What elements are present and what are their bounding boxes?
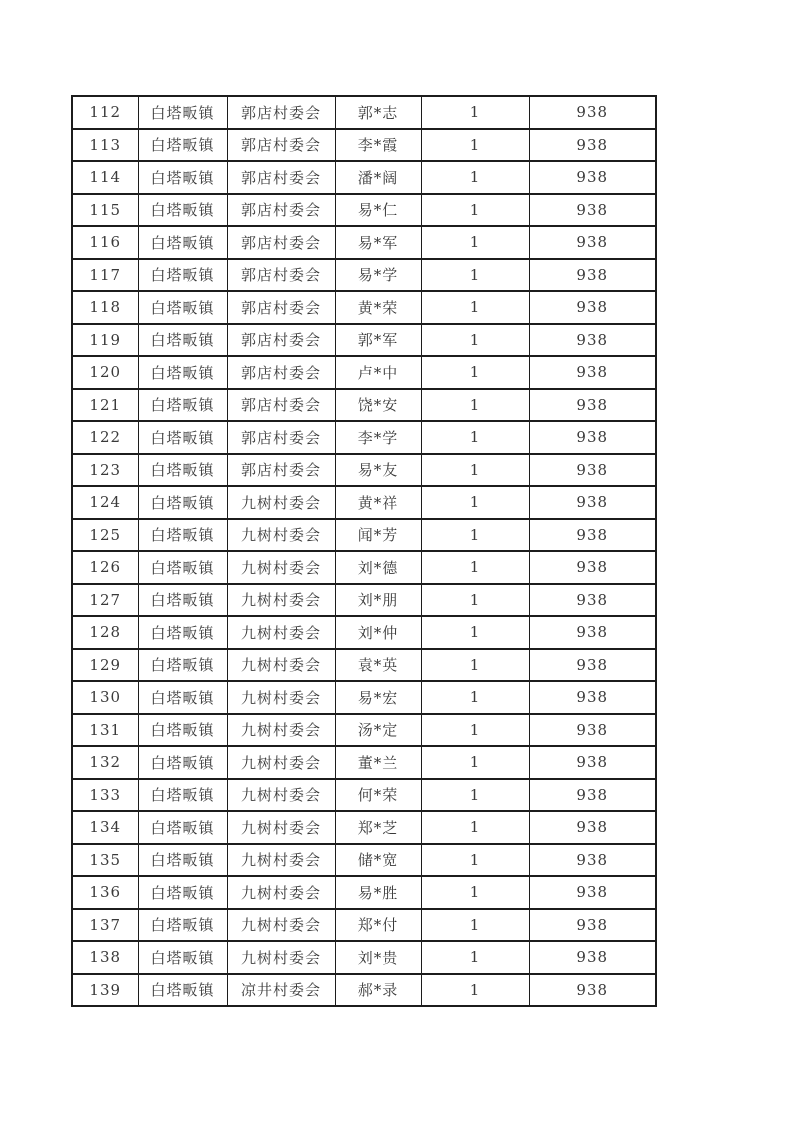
cell-person-name: 易*仁 — [335, 194, 421, 227]
cell-town: 白塔畈镇 — [138, 974, 227, 1007]
cell-count: 1 — [421, 681, 529, 714]
cell-town: 白塔畈镇 — [138, 356, 227, 389]
cell-village-committee: 九树村委会 — [227, 519, 335, 552]
cell-village-committee: 郭店村委会 — [227, 259, 335, 292]
cell-row-number: 137 — [72, 909, 138, 942]
cell-person-name: 郝*录 — [335, 974, 421, 1007]
cell-amount: 938 — [529, 324, 656, 357]
cell-amount: 938 — [529, 161, 656, 194]
cell-town: 白塔畈镇 — [138, 876, 227, 909]
table-row — [72, 389, 656, 422]
cell-row-number: 133 — [72, 779, 138, 812]
cell-row-number: 112 — [72, 96, 138, 129]
table-row — [72, 616, 656, 649]
cell-village-committee: 九树村委会 — [227, 486, 335, 519]
cell-town: 白塔畈镇 — [138, 941, 227, 974]
cell-amount: 938 — [529, 779, 656, 812]
cell-town: 白塔畈镇 — [138, 389, 227, 422]
cell-town: 白塔畈镇 — [138, 161, 227, 194]
cell-count: 1 — [421, 941, 529, 974]
cell-person-name: 郑*付 — [335, 909, 421, 942]
cell-town: 白塔畈镇 — [138, 844, 227, 877]
cell-row-number: 113 — [72, 129, 138, 162]
cell-count: 1 — [421, 486, 529, 519]
cell-person-name: 黄*荣 — [335, 291, 421, 324]
cell-amount: 938 — [529, 941, 656, 974]
cell-count: 1 — [421, 844, 529, 877]
cell-town: 白塔畈镇 — [138, 226, 227, 259]
cell-village-committee: 九树村委会 — [227, 746, 335, 779]
cell-village-committee: 九树村委会 — [227, 876, 335, 909]
cell-row-number: 123 — [72, 454, 138, 487]
cell-person-name: 闻*芳 — [335, 519, 421, 552]
cell-amount: 938 — [529, 844, 656, 877]
cell-amount: 938 — [529, 129, 656, 162]
table-row — [72, 324, 656, 357]
cell-village-committee: 郭店村委会 — [227, 96, 335, 129]
cell-village-committee: 九树村委会 — [227, 941, 335, 974]
cell-village-committee: 郭店村委会 — [227, 291, 335, 324]
cell-town: 白塔畈镇 — [138, 324, 227, 357]
cell-row-number: 129 — [72, 649, 138, 682]
cell-amount: 938 — [529, 356, 656, 389]
table-row — [72, 681, 656, 714]
cell-row-number: 138 — [72, 941, 138, 974]
cell-village-committee: 九树村委会 — [227, 551, 335, 584]
cell-count: 1 — [421, 779, 529, 812]
cell-amount: 938 — [529, 746, 656, 779]
cell-person-name: 刘*贵 — [335, 941, 421, 974]
cell-village-committee: 郭店村委会 — [227, 129, 335, 162]
table-row — [72, 259, 656, 292]
cell-person-name: 董*兰 — [335, 746, 421, 779]
table-row — [72, 876, 656, 909]
cell-count: 1 — [421, 649, 529, 682]
cell-amount: 938 — [529, 454, 656, 487]
cell-person-name: 易*学 — [335, 259, 421, 292]
cell-town: 白塔畈镇 — [138, 811, 227, 844]
cell-person-name: 易*宏 — [335, 681, 421, 714]
table-row — [72, 161, 656, 194]
cell-amount: 938 — [529, 519, 656, 552]
cell-count: 1 — [421, 714, 529, 747]
cell-person-name: 刘*朋 — [335, 584, 421, 617]
cell-row-number: 114 — [72, 161, 138, 194]
cell-person-name: 袁*英 — [335, 649, 421, 682]
cell-count: 1 — [421, 194, 529, 227]
cell-count: 1 — [421, 746, 529, 779]
cell-person-name: 易*友 — [335, 454, 421, 487]
table-row — [72, 129, 656, 162]
cell-count: 1 — [421, 454, 529, 487]
cell-village-committee: 九树村委会 — [227, 714, 335, 747]
cell-row-number: 115 — [72, 194, 138, 227]
cell-town: 白塔畈镇 — [138, 519, 227, 552]
cell-amount: 938 — [529, 876, 656, 909]
cell-count: 1 — [421, 291, 529, 324]
table-row — [72, 421, 656, 454]
cell-count: 1 — [421, 584, 529, 617]
cell-town: 白塔畈镇 — [138, 291, 227, 324]
cell-person-name: 郭*志 — [335, 96, 421, 129]
cell-row-number: 116 — [72, 226, 138, 259]
cell-count: 1 — [421, 96, 529, 129]
cell-village-committee: 九树村委会 — [227, 584, 335, 617]
cell-village-committee: 九树村委会 — [227, 681, 335, 714]
cell-count: 1 — [421, 421, 529, 454]
cell-person-name: 潘*阔 — [335, 161, 421, 194]
cell-person-name: 郭*军 — [335, 324, 421, 357]
cell-count: 1 — [421, 909, 529, 942]
cell-person-name: 刘*仲 — [335, 616, 421, 649]
table-row — [72, 356, 656, 389]
cell-row-number: 125 — [72, 519, 138, 552]
cell-town: 白塔畈镇 — [138, 584, 227, 617]
cell-row-number: 126 — [72, 551, 138, 584]
cell-count: 1 — [421, 616, 529, 649]
cell-town: 白塔畈镇 — [138, 194, 227, 227]
cell-town: 白塔畈镇 — [138, 259, 227, 292]
roster-table-body — [72, 96, 656, 1006]
table-row — [72, 649, 656, 682]
cell-row-number: 121 — [72, 389, 138, 422]
cell-count: 1 — [421, 226, 529, 259]
cell-village-committee: 郭店村委会 — [227, 161, 335, 194]
cell-person-name: 饶*安 — [335, 389, 421, 422]
cell-count: 1 — [421, 551, 529, 584]
cell-town: 白塔畈镇 — [138, 649, 227, 682]
cell-town: 白塔畈镇 — [138, 421, 227, 454]
cell-town: 白塔畈镇 — [138, 681, 227, 714]
cell-count: 1 — [421, 356, 529, 389]
cell-town: 白塔畈镇 — [138, 129, 227, 162]
cell-town: 白塔畈镇 — [138, 909, 227, 942]
cell-amount: 938 — [529, 226, 656, 259]
table-row — [72, 746, 656, 779]
cell-village-committee: 九树村委会 — [227, 649, 335, 682]
cell-row-number: 118 — [72, 291, 138, 324]
cell-village-committee: 郭店村委会 — [227, 454, 335, 487]
cell-count: 1 — [421, 811, 529, 844]
table-row — [72, 519, 656, 552]
table-row — [72, 291, 656, 324]
table-row — [72, 844, 656, 877]
cell-amount: 938 — [529, 909, 656, 942]
cell-count: 1 — [421, 161, 529, 194]
cell-amount: 938 — [529, 421, 656, 454]
table-row — [72, 96, 656, 129]
cell-person-name: 易*军 — [335, 226, 421, 259]
table-row — [72, 941, 656, 974]
cell-amount: 938 — [529, 649, 656, 682]
cell-person-name: 何*荣 — [335, 779, 421, 812]
cell-village-committee: 郭店村委会 — [227, 194, 335, 227]
cell-count: 1 — [421, 519, 529, 552]
cell-person-name: 汤*定 — [335, 714, 421, 747]
subsidy-roster-table — [71, 95, 657, 1007]
cell-row-number: 139 — [72, 974, 138, 1007]
table-row — [72, 486, 656, 519]
cell-row-number: 132 — [72, 746, 138, 779]
cell-village-committee: 郭店村委会 — [227, 389, 335, 422]
cell-person-name: 李*学 — [335, 421, 421, 454]
cell-person-name: 刘*德 — [335, 551, 421, 584]
cell-town: 白塔畈镇 — [138, 616, 227, 649]
cell-amount: 938 — [529, 96, 656, 129]
cell-row-number: 134 — [72, 811, 138, 844]
cell-row-number: 120 — [72, 356, 138, 389]
cell-row-number: 117 — [72, 259, 138, 292]
cell-amount: 938 — [529, 714, 656, 747]
cell-town: 白塔畈镇 — [138, 551, 227, 584]
cell-town: 白塔畈镇 — [138, 454, 227, 487]
cell-count: 1 — [421, 974, 529, 1007]
cell-amount: 938 — [529, 681, 656, 714]
cell-town: 白塔畈镇 — [138, 714, 227, 747]
cell-count: 1 — [421, 324, 529, 357]
table-row — [72, 714, 656, 747]
cell-person-name: 易*胜 — [335, 876, 421, 909]
cell-person-name: 卢*中 — [335, 356, 421, 389]
cell-row-number: 124 — [72, 486, 138, 519]
cell-village-committee: 九树村委会 — [227, 909, 335, 942]
table-row — [72, 454, 656, 487]
cell-village-committee: 九树村委会 — [227, 779, 335, 812]
cell-amount: 938 — [529, 616, 656, 649]
cell-amount: 938 — [529, 486, 656, 519]
cell-row-number: 135 — [72, 844, 138, 877]
table-row — [72, 779, 656, 812]
cell-village-committee: 郭店村委会 — [227, 324, 335, 357]
cell-row-number: 127 — [72, 584, 138, 617]
cell-amount: 938 — [529, 194, 656, 227]
table-row — [72, 551, 656, 584]
cell-row-number: 131 — [72, 714, 138, 747]
cell-village-committee: 九树村委会 — [227, 616, 335, 649]
cell-town: 白塔畈镇 — [138, 746, 227, 779]
cell-person-name: 黄*祥 — [335, 486, 421, 519]
table-row — [72, 226, 656, 259]
cell-row-number: 130 — [72, 681, 138, 714]
table-row — [72, 974, 656, 1007]
cell-amount: 938 — [529, 551, 656, 584]
cell-count: 1 — [421, 876, 529, 909]
cell-amount: 938 — [529, 259, 656, 292]
cell-person-name: 储*宽 — [335, 844, 421, 877]
cell-count: 1 — [421, 129, 529, 162]
cell-row-number: 122 — [72, 421, 138, 454]
cell-village-committee: 九树村委会 — [227, 811, 335, 844]
cell-town: 白塔畈镇 — [138, 779, 227, 812]
cell-row-number: 128 — [72, 616, 138, 649]
cell-amount: 938 — [529, 389, 656, 422]
table-row — [72, 584, 656, 617]
cell-village-committee: 凉井村委会 — [227, 974, 335, 1007]
cell-village-committee: 郭店村委会 — [227, 421, 335, 454]
cell-village-committee: 郭店村委会 — [227, 226, 335, 259]
cell-village-committee: 九树村委会 — [227, 844, 335, 877]
table-row — [72, 811, 656, 844]
cell-amount: 938 — [529, 974, 656, 1007]
table-row — [72, 909, 656, 942]
cell-village-committee: 郭店村委会 — [227, 356, 335, 389]
cell-count: 1 — [421, 259, 529, 292]
cell-person-name: 李*霞 — [335, 129, 421, 162]
cell-amount: 938 — [529, 811, 656, 844]
table-row — [72, 194, 656, 227]
cell-person-name: 郑*芝 — [335, 811, 421, 844]
cell-amount: 938 — [529, 291, 656, 324]
cell-amount: 938 — [529, 584, 656, 617]
cell-town: 白塔畈镇 — [138, 486, 227, 519]
cell-town: 白塔畈镇 — [138, 96, 227, 129]
cell-row-number: 119 — [72, 324, 138, 357]
cell-row-number: 136 — [72, 876, 138, 909]
cell-count: 1 — [421, 389, 529, 422]
